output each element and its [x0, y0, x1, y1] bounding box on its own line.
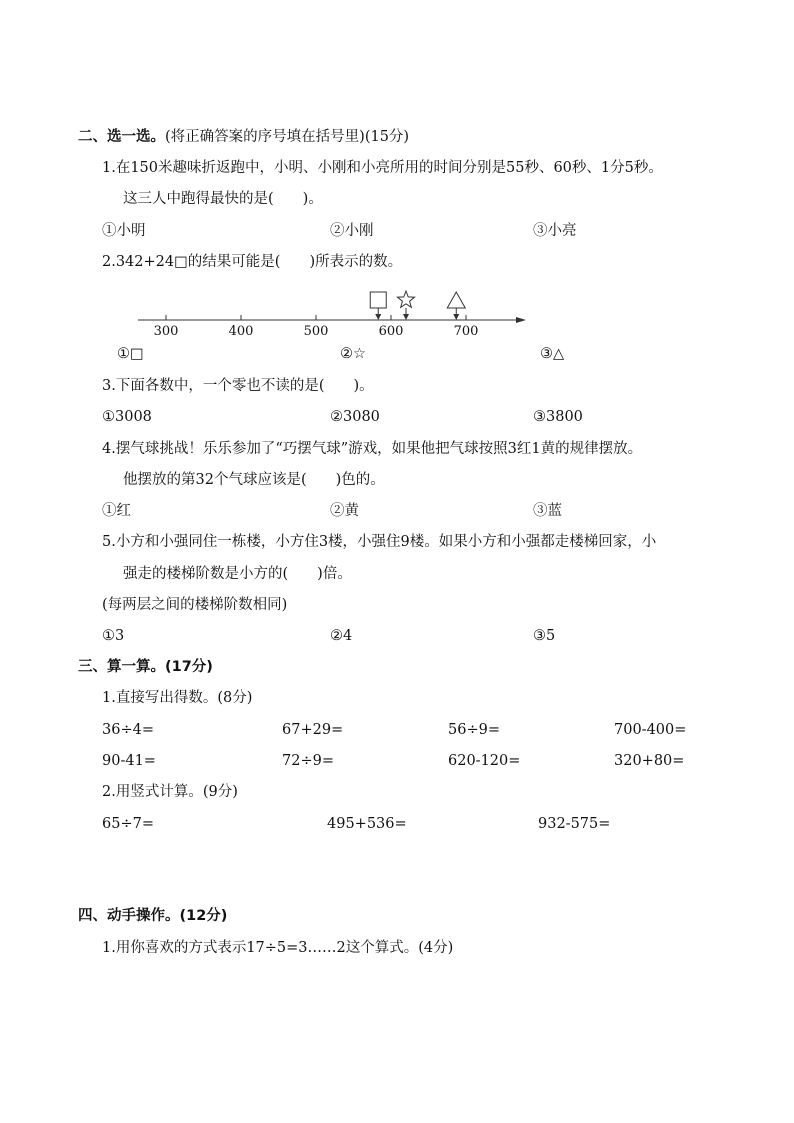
- number-line-tick-label: 400: [228, 324, 254, 339]
- section4-title: 四、动手操作。(12分): [78, 908, 228, 924]
- q2-option-1: ①□: [117, 346, 144, 362]
- triangle-icon: [447, 292, 465, 308]
- calc-row3-item-3: 932-575=: [538, 816, 611, 832]
- q4-line2: 他摆放的第32个气球应该是( )色的。: [123, 472, 385, 488]
- calc-row1-item-2: 67+29=: [282, 722, 344, 738]
- q2-option-2: ②☆: [340, 346, 366, 362]
- calc-q2-title: 2.用竖式计算。(9分): [102, 784, 238, 800]
- q4-line1: 4.摆气球挑战！乐乐参加了“巧摆气球”游戏，如果他把气球按照3红1黄的规律摆放。: [102, 441, 643, 457]
- number-line-marker-star: [397, 291, 414, 320]
- section2-title-note: (将正确答案的序号填在括号里)(15分): [165, 129, 410, 145]
- q4-option-2: ②黄: [330, 503, 359, 519]
- calc-q1-title: 1.直接写出得数。(8分): [102, 690, 253, 706]
- calc-row2-item-1: 90-41=: [102, 753, 156, 769]
- number-line-figure: [0, 282, 794, 344]
- calc-row3-item-1: 65÷7=: [102, 816, 154, 832]
- q5-line2: 强走的楼梯阶数是小方的( )倍。: [123, 566, 352, 582]
- number-line-tick-label: 300: [153, 324, 179, 339]
- q5-option-1: ①3: [102, 628, 125, 644]
- number-line-tick-label: 500: [303, 324, 329, 339]
- number-line-tick-label: 600: [378, 324, 404, 339]
- number-line-marker-triangle: [447, 292, 465, 320]
- marker-arrow-head: [375, 314, 381, 320]
- q1-option-1: ①小明: [102, 223, 146, 239]
- q1-option-2: ②小刚: [330, 223, 374, 239]
- q5-option-3: ③5: [533, 628, 556, 644]
- q4-option-3: ③蓝: [533, 503, 562, 519]
- q1-option-3: ③小亮: [533, 223, 577, 239]
- calc-row1-item-1: 36÷4=: [102, 722, 154, 738]
- section2-title-main: 二、选一选。: [78, 129, 165, 145]
- q5-line1: 5.小方和小强同住一栋楼，小方住3楼，小强住9楼。如果小方和小强都走楼梯回家，小: [102, 534, 657, 550]
- q3-option-1: ①3008: [102, 409, 152, 425]
- number-line-tick-label: 700: [453, 324, 479, 339]
- q4-option-1: ①红: [102, 503, 131, 519]
- calc-row3-item-2: 495+536=: [327, 816, 407, 832]
- calc-row1-item-3: 56÷9=: [448, 722, 500, 738]
- q1-line2: 这三人中跑得最快的是( )。: [123, 191, 323, 207]
- q5-note: (每两层之间的楼梯阶数相同): [102, 597, 288, 613]
- q5-option-2: ②4: [330, 628, 353, 644]
- q2-text: 2.342+24□的结果可能是( )所表示的数。: [102, 254, 403, 270]
- marker-arrow-head: [403, 314, 409, 320]
- calc-row2-item-3: 620-120=: [448, 753, 521, 769]
- square-icon: [370, 292, 386, 308]
- number-line-arrow: [516, 317, 526, 323]
- calc-row2-item-2: 72÷9=: [282, 753, 334, 769]
- section4-q1: 1.用你喜欢的方式表示17÷5=3……2这个算式。(4分): [102, 940, 454, 956]
- calc-row2-item-4: 320+80=: [614, 753, 685, 769]
- section2-title: [78, 127, 409, 147]
- q3-option-3: ③3800: [533, 409, 583, 425]
- star-icon: [397, 291, 414, 307]
- q2-option-3: ③△: [540, 346, 565, 362]
- calc-row1-item-4: 700-400=: [614, 722, 687, 738]
- number-line-marker-square: [370, 292, 386, 320]
- q3-option-2: ②3080: [330, 409, 380, 425]
- q1-line1: 1.在150米趣味折返跑中，小明、小刚和小亮所用的时间分别是55秒、60秒、1分5秒。: [102, 160, 663, 176]
- section3-title: 三、算一算。(17分): [78, 659, 213, 675]
- q3-text: 3.下面各数中，一个零也不读的是( )。: [102, 378, 374, 394]
- marker-arrow-head: [453, 314, 459, 320]
